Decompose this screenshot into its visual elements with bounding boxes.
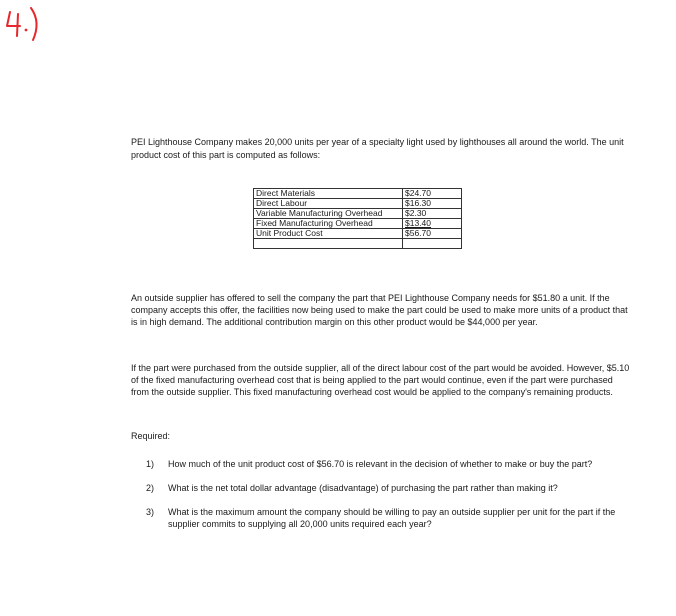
- question-text: What is the net total dollar advantage (disadvantage) of purchasing the part rather than making it?: [168, 483, 558, 493]
- table-row-empty: [254, 239, 462, 249]
- handwritten-question-number: [0, 4, 60, 44]
- required-heading: Required:: [131, 431, 171, 441]
- cost-label: Unit Product Cost: [254, 229, 403, 239]
- question-list: [146, 458, 626, 530]
- empty-cell: [254, 239, 403, 249]
- cost-value: $24.70: [403, 189, 462, 199]
- unit-cost-table: [253, 188, 462, 249]
- cost-label: Fixed Manufacturing Overhead: [254, 219, 403, 229]
- list-item: [146, 506, 626, 530]
- question-text: What is the maximum amount the company should be willing to pay an outside supplier per unit for the part if the supplier commits to supplying all 20,000 units required each year?: [168, 507, 616, 529]
- intro-paragraph: PEI Lighthouse Company makes 20,000 units per year of a specialty light used by lighthouses all around the world. The unit product cost of this part is computed as follows:: [131, 137, 624, 160]
- table-row: [254, 209, 462, 219]
- supplier-offer-paragraph: An outside supplier has offered to sell the company the part that PEI Lighthouse Company needs for $51.80 a unit. If the company accepts this offer, the facilities now being used to make the part could be used to make more units of a product that is in high demand. The additional contribution margin on this other product would be $44,000 per year.: [131, 293, 628, 327]
- cost-label: Direct Labour: [254, 199, 403, 209]
- list-item: [146, 458, 626, 470]
- question-number: 2): [146, 483, 155, 493]
- question-number: 3): [146, 507, 155, 517]
- empty-cell: [403, 239, 462, 249]
- question-number: 1): [146, 459, 155, 469]
- labour-cost-paragraph: If the part were purchased from the outside supplier, all of the direct labour cost of the part would be avoided. However, $5.10 of the fixed manufacturing overhead cost that is being applied to the part would continue, even if the part were purchased from the outside supplier. This fixed manufacturing overhead cost would be applied to the company's remaining products.: [131, 363, 630, 397]
- cost-value: $16.30: [403, 199, 462, 209]
- list-item: [146, 482, 626, 494]
- cost-label: Direct Materials: [254, 189, 403, 199]
- table-row: [254, 219, 462, 229]
- cost-value: $56.70: [403, 229, 462, 239]
- question-text: How much of the unit product cost of $56.70 is relevant in the decision of whether to make or buy the part?: [168, 459, 593, 469]
- cost-value: $13.40: [403, 219, 462, 229]
- table-row: [254, 199, 462, 209]
- table-row: [254, 189, 462, 199]
- cost-value: $2.30: [403, 209, 462, 219]
- cost-label: Variable Manufacturing Overhead: [254, 209, 403, 219]
- table-row: [254, 229, 462, 239]
